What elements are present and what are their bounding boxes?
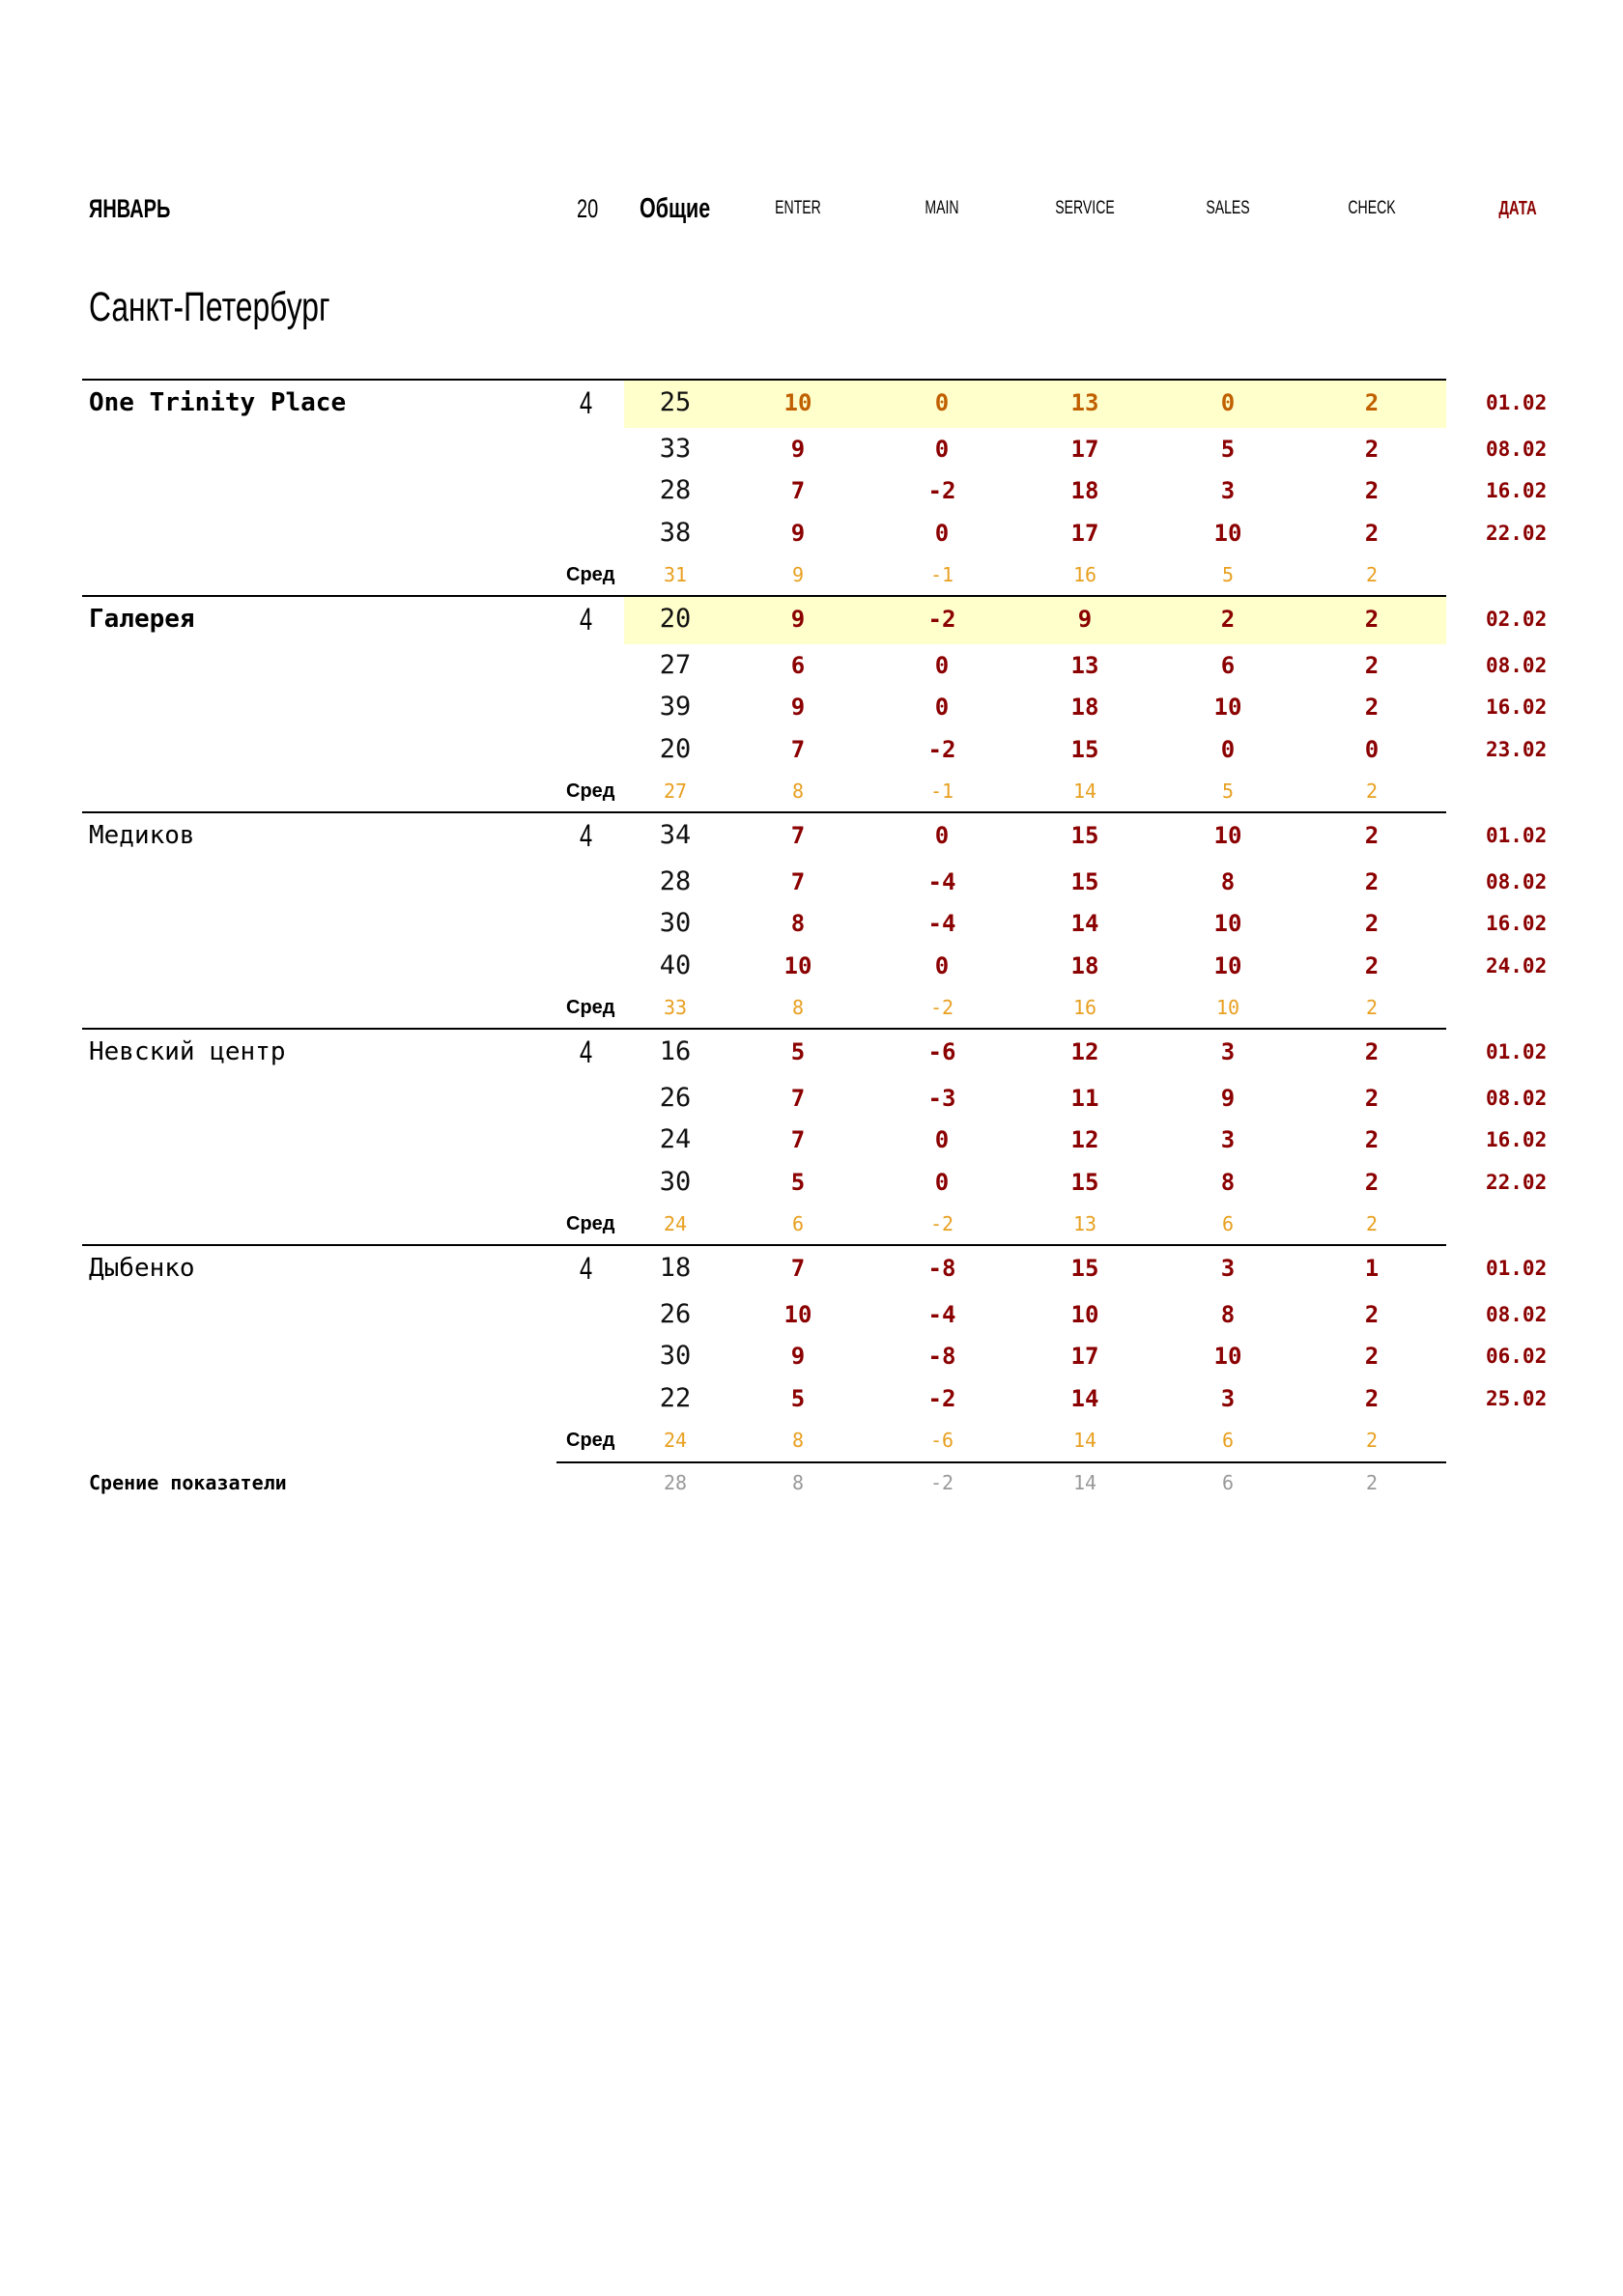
row-value: 10 (1213, 520, 1242, 547)
avg-value: 8 (791, 1429, 805, 1452)
row-value: 2 (1364, 1343, 1380, 1370)
avg-total: 33 (663, 996, 688, 1019)
row-total: 22 (659, 1383, 692, 1413)
row-date: 22.02 (1486, 522, 1548, 545)
avg-value: -2 (929, 1212, 954, 1235)
row-value: 2 (1364, 389, 1380, 416)
block-divider (82, 1244, 1446, 1246)
row-total: 30 (659, 1167, 692, 1197)
avg-value: 14 (1072, 780, 1097, 803)
avg-label: Сред (566, 997, 615, 1018)
avg-value: 2 (1365, 780, 1379, 803)
row-value: 13 (1070, 652, 1099, 679)
row-value: 2 (1364, 477, 1380, 504)
col-header-sales: SALES (1206, 198, 1250, 218)
avg-total: 24 (663, 1429, 688, 1452)
avg-value: 2 (1365, 1212, 1379, 1235)
row-value: 10 (783, 389, 812, 416)
overall-header: Общие (640, 193, 711, 224)
avg-value: 6 (791, 1212, 805, 1235)
row-total: 26 (659, 1299, 692, 1329)
row-value: 0 (934, 520, 950, 547)
row-total: 26 (659, 1083, 692, 1113)
row-value: 0 (1364, 736, 1380, 763)
avg-value: 5 (1221, 563, 1235, 586)
avg-total: 31 (663, 563, 688, 586)
row-date: 16.02 (1486, 695, 1548, 719)
row-value: 9 (790, 694, 806, 721)
row-value: 10 (1213, 952, 1242, 979)
row-value: 2 (1364, 1085, 1380, 1112)
store-name: Дыбенко (89, 1254, 195, 1283)
visits-total: 20 (577, 194, 599, 223)
row-value: 15 (1070, 1255, 1099, 1282)
col-header-main: MAIN (925, 198, 959, 218)
col-header-date: ДАТА (1498, 198, 1537, 219)
row-total: 24 (659, 1124, 692, 1154)
row-highlight (624, 380, 1446, 428)
avg-total: 27 (663, 780, 688, 803)
row-value: 10 (1213, 910, 1242, 937)
avg-label: Сред (566, 564, 615, 585)
row-value: 10 (1070, 1301, 1099, 1328)
row-value: 2 (1364, 694, 1380, 721)
row-value: 7 (790, 1255, 806, 1282)
row-date: 16.02 (1486, 1128, 1548, 1151)
row-value: 8 (790, 910, 806, 937)
row-value: 6 (790, 652, 806, 679)
summary-total: 28 (663, 1471, 688, 1494)
row-value: -4 (927, 1301, 956, 1328)
row-total: 40 (659, 950, 692, 980)
summary-value: 8 (791, 1471, 805, 1494)
city-title: Санкт-Петербург (89, 284, 330, 330)
row-value: 0 (934, 389, 950, 416)
row-value: 10 (783, 952, 812, 979)
row-value: 9 (790, 1343, 806, 1370)
row-value: 12 (1070, 1038, 1099, 1065)
row-value: -2 (927, 606, 956, 633)
row-total: 38 (659, 518, 692, 548)
avg-value: -6 (929, 1429, 954, 1452)
row-value: 10 (1213, 1343, 1242, 1370)
row-date: 25.02 (1486, 1387, 1548, 1410)
store-visits: 4 (580, 385, 593, 420)
avg-value: 16 (1072, 563, 1097, 586)
row-value: 7 (790, 1085, 806, 1112)
summary-value: -2 (929, 1471, 954, 1494)
row-date: 08.02 (1486, 1303, 1548, 1326)
avg-value: 2 (1365, 563, 1379, 586)
row-total: 25 (659, 387, 692, 417)
avg-value: 13 (1072, 1212, 1097, 1235)
row-date: 24.02 (1486, 954, 1548, 978)
row-value: 8 (1220, 1301, 1236, 1328)
avg-value: 5 (1221, 780, 1235, 803)
row-value: -6 (927, 1038, 956, 1065)
row-value: 2 (1364, 520, 1380, 547)
summary-label: Срение показатели (89, 1471, 287, 1494)
summary-divider (556, 1461, 1446, 1463)
row-value: -3 (927, 1085, 956, 1112)
store-visits: 4 (580, 1035, 593, 1069)
row-date: 08.02 (1486, 1087, 1548, 1110)
row-total: 30 (659, 1341, 692, 1371)
month-title: ЯНВАРЬ (89, 194, 171, 223)
row-value: 2 (1220, 606, 1236, 633)
row-value: 17 (1070, 520, 1099, 547)
row-value: 2 (1364, 1301, 1380, 1328)
row-value: 11 (1070, 1085, 1099, 1112)
avg-value: 9 (791, 563, 805, 586)
row-total: 30 (659, 908, 692, 938)
row-date: 23.02 (1486, 738, 1548, 761)
row-value: 8 (1220, 868, 1236, 895)
row-date: 16.02 (1486, 479, 1548, 502)
row-value: 2 (1364, 1126, 1380, 1153)
row-date: 01.02 (1486, 1040, 1548, 1063)
row-value: 5 (790, 1169, 806, 1196)
row-value: 15 (1070, 1169, 1099, 1196)
row-value: 6 (1220, 652, 1236, 679)
row-value: 10 (783, 1301, 812, 1328)
row-total: 34 (659, 820, 692, 850)
avg-value: 8 (791, 996, 805, 1019)
row-total: 28 (659, 866, 692, 896)
store-visits: 4 (580, 818, 593, 853)
row-value: 0 (934, 1126, 950, 1153)
row-value: -4 (927, 910, 956, 937)
row-value: 10 (1213, 822, 1242, 849)
row-value: 0 (934, 1169, 950, 1196)
col-header-service: SERVICE (1055, 198, 1115, 218)
row-value: -4 (927, 868, 956, 895)
row-value: 3 (1220, 477, 1236, 504)
col-header-check: CHECK (1348, 198, 1396, 218)
row-value: 17 (1070, 1343, 1099, 1370)
avg-value: 16 (1072, 996, 1097, 1019)
avg-value: 6 (1221, 1212, 1235, 1235)
row-value: 15 (1070, 736, 1099, 763)
row-value: 3 (1220, 1038, 1236, 1065)
row-value: 14 (1070, 910, 1099, 937)
avg-value: 2 (1365, 1429, 1379, 1452)
row-value: 15 (1070, 822, 1099, 849)
row-total: 28 (659, 475, 692, 505)
row-value: 7 (790, 1126, 806, 1153)
row-value: 7 (790, 868, 806, 895)
store-visits: 4 (580, 602, 593, 637)
row-total: 27 (659, 650, 692, 680)
row-value: -2 (927, 736, 956, 763)
row-value: 14 (1070, 1385, 1099, 1412)
row-total: 18 (659, 1253, 692, 1283)
row-highlight (624, 596, 1446, 644)
row-value: 12 (1070, 1126, 1099, 1153)
row-value: 0 (1220, 736, 1236, 763)
row-value: 9 (790, 606, 806, 633)
row-date: 08.02 (1486, 870, 1548, 893)
row-value: 0 (934, 652, 950, 679)
row-value: 0 (934, 952, 950, 979)
row-value: 7 (790, 822, 806, 849)
row-value: 2 (1364, 1038, 1380, 1065)
row-value: 2 (1364, 868, 1380, 895)
row-date: 16.02 (1486, 912, 1548, 935)
row-value: 9 (790, 436, 806, 463)
row-value: 9 (1220, 1085, 1236, 1112)
avg-value: 8 (791, 780, 805, 803)
row-value: -8 (927, 1343, 956, 1370)
row-value: -2 (927, 1385, 956, 1412)
row-value: 13 (1070, 389, 1099, 416)
row-value: 2 (1364, 652, 1380, 679)
row-date: 01.02 (1486, 824, 1548, 847)
store-name: Медиков (89, 821, 195, 850)
row-value: -2 (927, 477, 956, 504)
store-visits: 4 (580, 1251, 593, 1286)
row-date: 01.02 (1486, 391, 1548, 414)
store-name: Галерея (89, 605, 195, 634)
store-name: One Trinity Place (89, 388, 347, 417)
row-value: 7 (790, 477, 806, 504)
row-value: 15 (1070, 868, 1099, 895)
col-header-enter: ENTER (775, 198, 821, 218)
block-divider (82, 1028, 1446, 1030)
row-value: 18 (1070, 694, 1099, 721)
row-value: -8 (927, 1255, 956, 1282)
avg-value: -1 (929, 780, 954, 803)
row-value: 2 (1364, 952, 1380, 979)
row-value: 2 (1364, 436, 1380, 463)
row-date: 08.02 (1486, 438, 1548, 461)
row-value: 5 (790, 1385, 806, 1412)
row-value: 18 (1070, 952, 1099, 979)
avg-total: 24 (663, 1212, 688, 1235)
row-date: 08.02 (1486, 654, 1548, 677)
avg-value: 10 (1215, 996, 1240, 1019)
row-value: 10 (1213, 694, 1242, 721)
row-date: 02.02 (1486, 608, 1548, 631)
block-divider (82, 811, 1446, 813)
store-name: Невский центр (89, 1037, 286, 1066)
row-value: 8 (1220, 1169, 1236, 1196)
row-value: 9 (1077, 606, 1093, 633)
row-total: 39 (659, 692, 692, 722)
row-value: 2 (1364, 822, 1380, 849)
avg-value: 6 (1221, 1429, 1235, 1452)
row-value: 1 (1364, 1255, 1380, 1282)
row-value: 5 (1220, 436, 1236, 463)
row-value: 7 (790, 736, 806, 763)
block-divider (82, 379, 1446, 381)
avg-value: -2 (929, 996, 954, 1019)
row-value: 0 (934, 694, 950, 721)
row-value: 3 (1220, 1126, 1236, 1153)
row-date: 01.02 (1486, 1257, 1548, 1280)
row-value: 3 (1220, 1385, 1236, 1412)
row-value: 2 (1364, 910, 1380, 937)
summary-value: 2 (1365, 1471, 1379, 1494)
row-total: 20 (659, 604, 692, 634)
row-value: 2 (1364, 606, 1380, 633)
avg-label: Сред (566, 1430, 615, 1451)
avg-value: 2 (1365, 996, 1379, 1019)
row-total: 16 (659, 1036, 692, 1066)
row-date: 06.02 (1486, 1345, 1548, 1368)
row-value: 2 (1364, 1385, 1380, 1412)
row-value: 18 (1070, 477, 1099, 504)
row-value: 2 (1364, 1169, 1380, 1196)
row-value: 0 (1220, 389, 1236, 416)
row-value: 5 (790, 1038, 806, 1065)
avg-label: Сред (566, 780, 615, 802)
avg-value: -1 (929, 563, 954, 586)
row-value: 0 (934, 822, 950, 849)
avg-label: Сред (566, 1213, 615, 1234)
row-total: 33 (659, 434, 692, 464)
row-value: 0 (934, 436, 950, 463)
summary-value: 14 (1072, 1471, 1097, 1494)
avg-value: 14 (1072, 1429, 1097, 1452)
row-value: 9 (790, 520, 806, 547)
row-value: 3 (1220, 1255, 1236, 1282)
block-divider (82, 595, 1446, 597)
summary-value: 6 (1221, 1471, 1235, 1494)
row-date: 22.02 (1486, 1171, 1548, 1194)
row-value: 17 (1070, 436, 1099, 463)
row-total: 20 (659, 734, 692, 764)
